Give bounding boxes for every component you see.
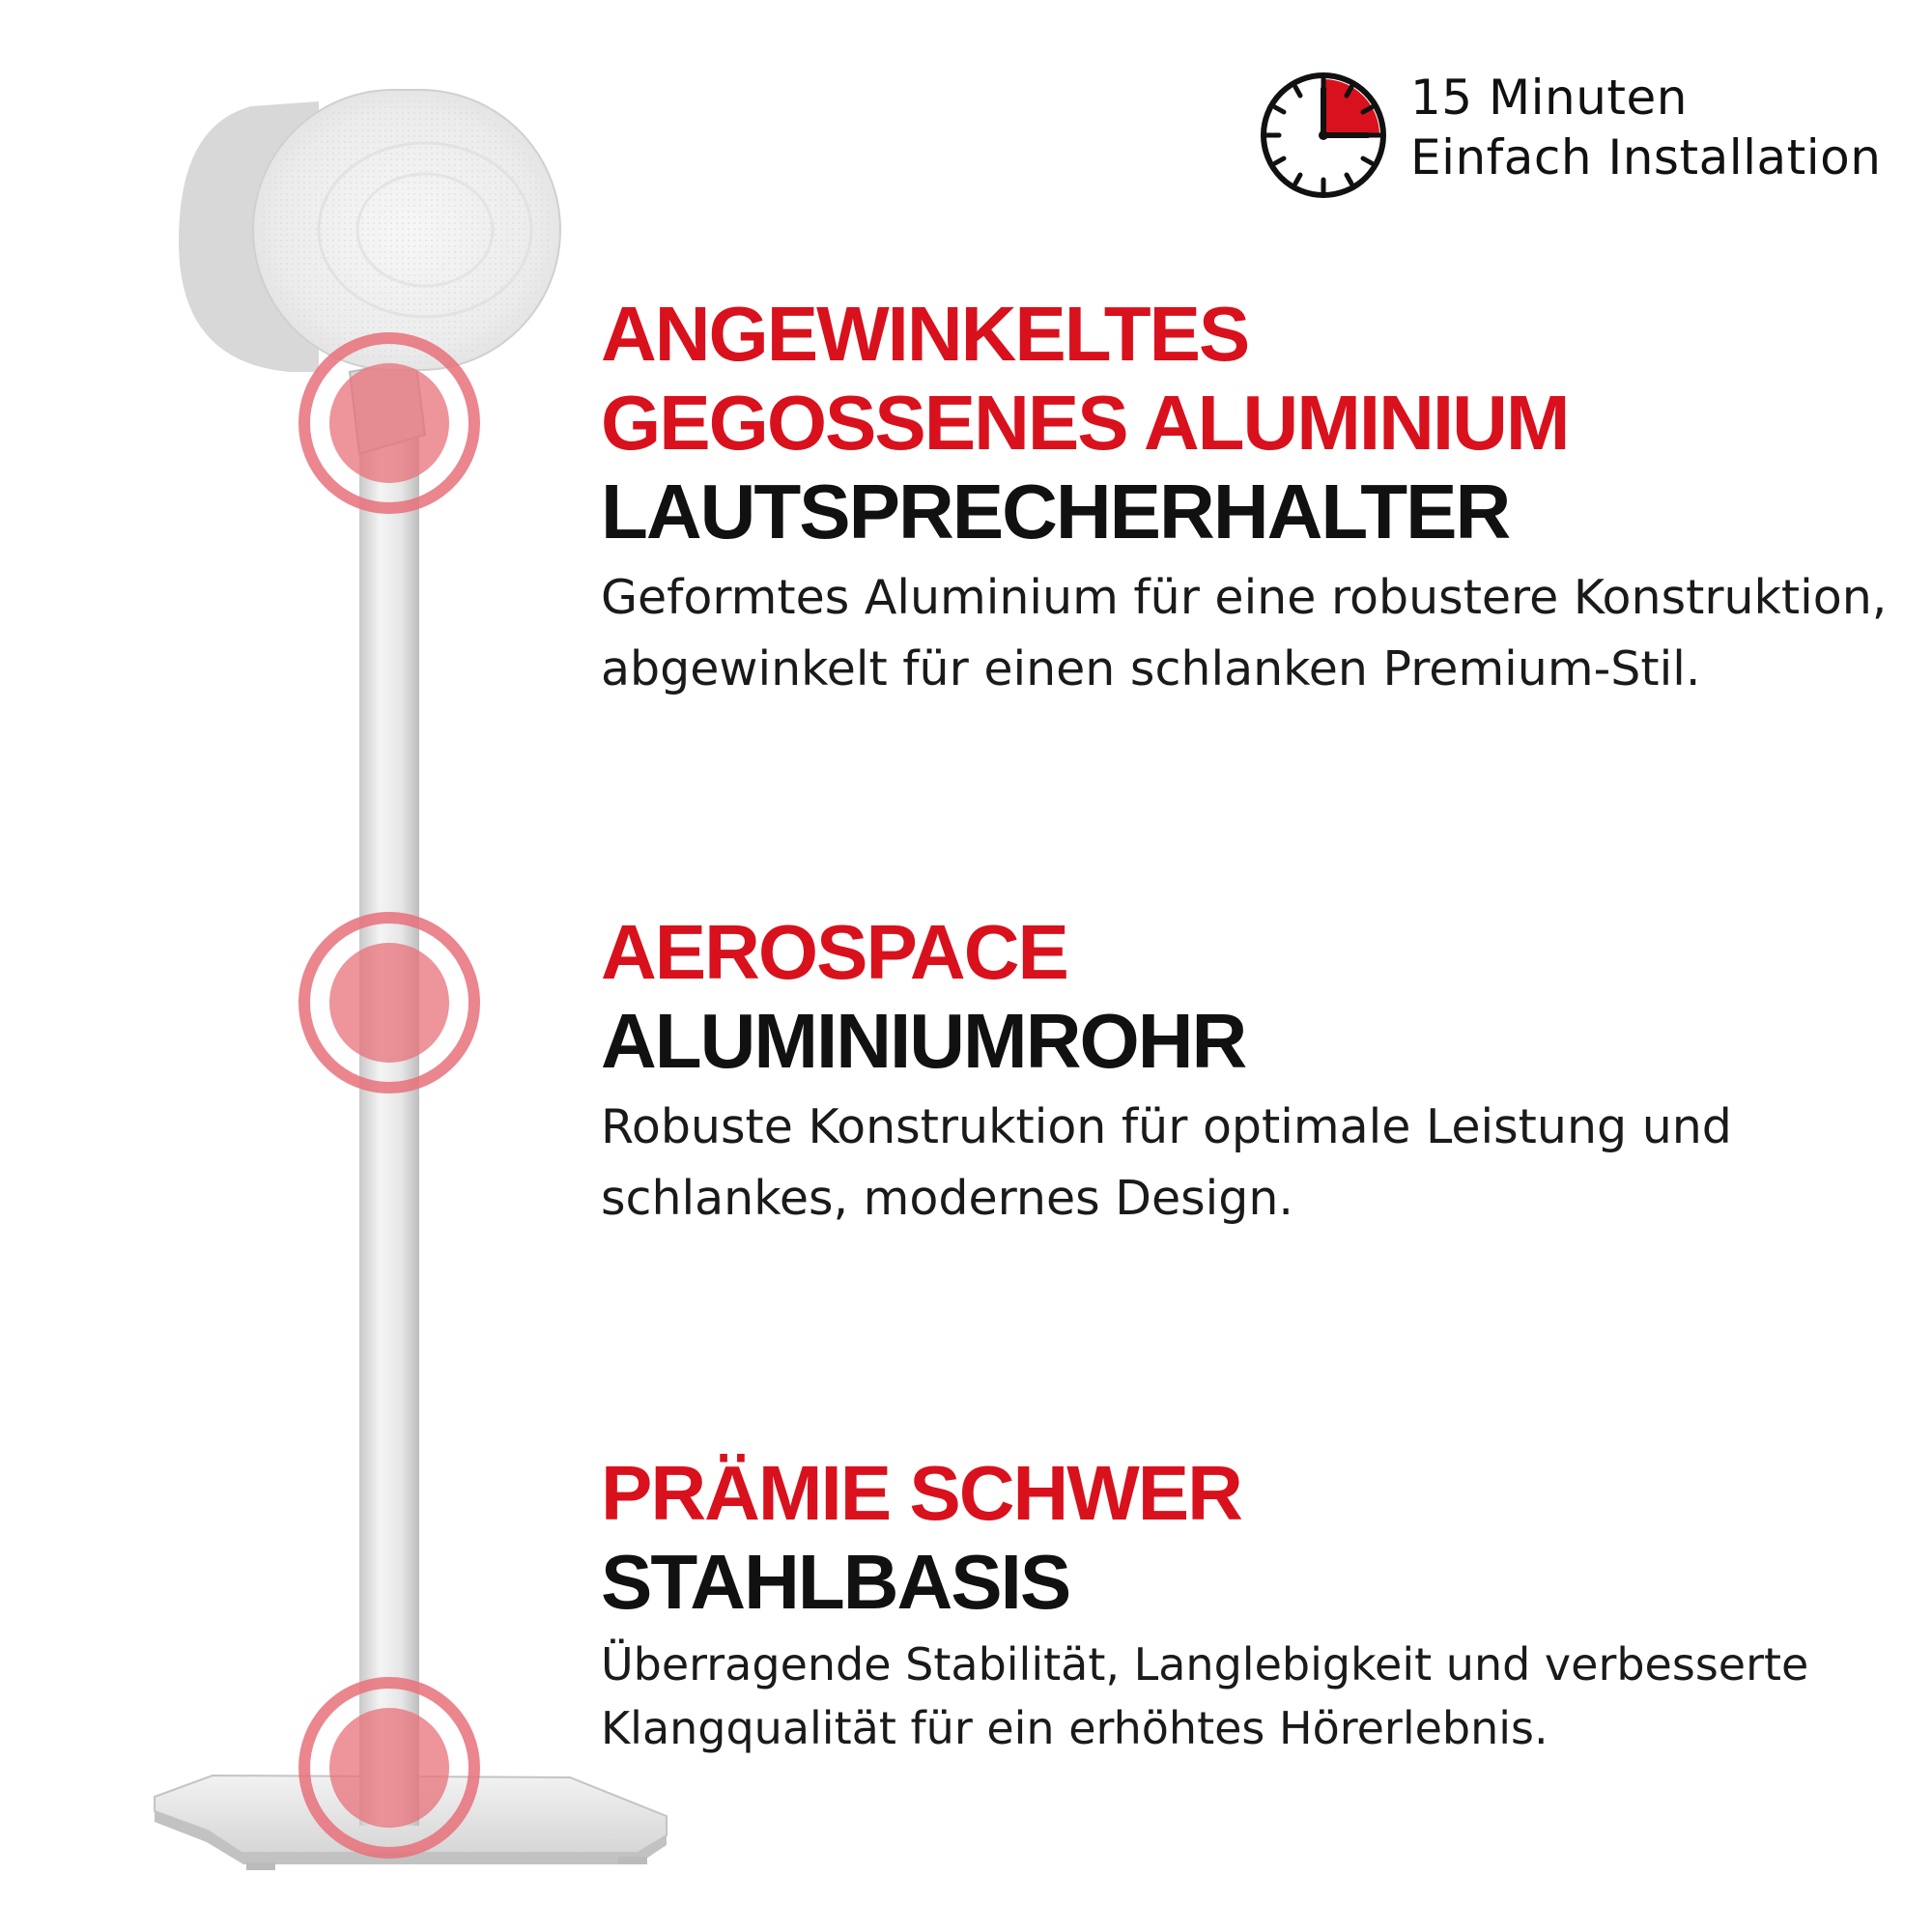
feature-3-description: Überragende Stabilität, Langlebigkeit und verbesserte Klangqualität für ein erhöhtes Hörerlebnis.: [601, 1638, 1809, 1754]
feature-base: [601, 1449, 1915, 1760]
feature-1-headline-red-line-2: GEGOSSENES ALUMINIUM: [601, 380, 1569, 466]
feature-bracket: [601, 290, 1915, 705]
speaker-stand-image: [0, 0, 676, 1932]
badge-duration: 15 Minuten: [1410, 70, 1688, 126]
feature-1-description: Geformtes Aluminium für eine robustere Konstruktion, abgewinkelt für einen schlanken Premium-Stil.: [601, 570, 1888, 696]
marker-bracket: [304, 338, 474, 508]
badge-text: [1410, 68, 1881, 187]
badge-label: Einfach Installation: [1410, 129, 1882, 185]
install-time-badge: [1256, 68, 1913, 213]
feature-2-headline-black: ALUMINIUMROHR: [601, 998, 1246, 1084]
feature-1-headline-red-line-1: ANGEWINKELTES: [601, 291, 1249, 377]
feature-1-headline-black: LAUTSPRECHERHALTER: [601, 469, 1510, 554]
product-illustration: [0, 0, 676, 1932]
feature-3-headline-black: STAHLBASIS: [601, 1539, 1070, 1625]
marker-tube: [304, 918, 474, 1088]
aluminium-tube: [359, 406, 419, 1826]
feature-tube: [601, 908, 1915, 1235]
stopwatch-clock-icon: [1256, 68, 1391, 203]
feature-2-description: Robuste Konstruktion für optimale Leistung und schlankes, modernes Design.: [601, 1099, 1732, 1226]
speaker-body: [179, 90, 560, 372]
feature-3-headline-red: PRÄMIE SCHWER: [601, 1450, 1241, 1536]
feature-2-headline-red: AEROSPACE: [601, 909, 1067, 995]
marker-base: [304, 1683, 474, 1853]
